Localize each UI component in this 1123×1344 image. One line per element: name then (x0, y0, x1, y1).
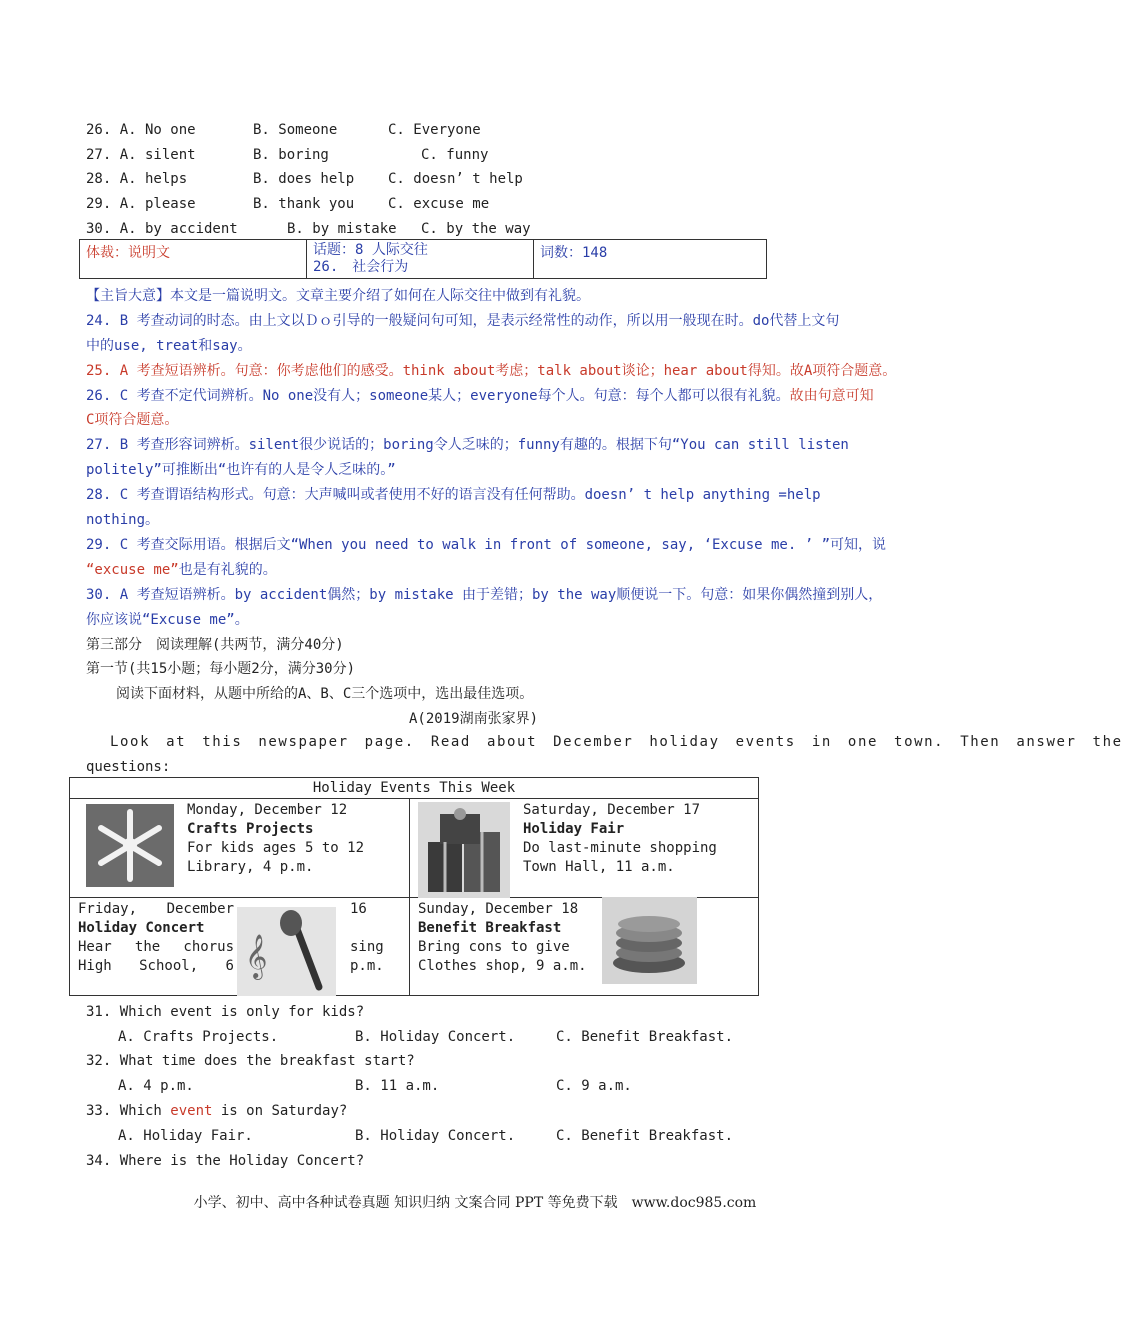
monday-place: Library, 4 p.m. (187, 859, 314, 875)
genre-cell: 体裁：说明文 (80, 240, 307, 278)
passage-a-label: A(2019湖南张家界) (409, 711, 539, 727)
instructions: 阅读下面材料，从题中所给的A、B、C三个选项中，选出最佳选项。 (116, 686, 534, 702)
monday-detail: For kids ages 5 to 12 (187, 840, 365, 856)
analysis-28-line2: nothing。 (86, 512, 160, 528)
snowflake-icon (86, 804, 174, 887)
intro-text: Look at this newspaper page. Read about December holiday events in one town. Then answer the (110, 734, 1123, 750)
gift-boxes-icon (418, 802, 510, 898)
event-monday (187, 801, 364, 877)
analysis-29-line2 (86, 559, 277, 579)
sunday-date: Sunday, December 18 (418, 901, 579, 917)
analysis-29-red: “excuse me” (86, 562, 179, 578)
meta-table (79, 239, 767, 279)
monday-name: Crafts Projects (187, 821, 314, 837)
q33-option-c: C. Benefit Breakfast. (556, 1128, 734, 1144)
sunday-name: Benefit Breakfast (418, 920, 562, 936)
q33-pre: 33. Which (86, 1103, 171, 1119)
analysis-26-line1 (86, 385, 874, 405)
q32-option-c: C. 9 a.m. (556, 1078, 632, 1094)
intro-line1 (86, 734, 1123, 750)
question-34: 34. Where is the Holiday Concert? (86, 1153, 365, 1169)
analysis-24-line1: 24. B 考查动词的时态。由上文以Ｄｏ引导的一般疑问句可知，是表示经常性的动作，所以用一般现在时。do代替上文句 (86, 313, 840, 329)
friday-high: High (78, 958, 112, 974)
analysis-26-blue: 26. C 考查不定代词辨析。No one没有人；someone某人；everyone每个人。句意：每个人都可以很有礼貌。 (86, 388, 790, 404)
event-friday-left (78, 900, 234, 976)
option-28-c: C. doesn’ t help (388, 171, 523, 187)
analysis-28-line1: 28. C 考查谓语结构形式。句意：大声喊叫或者使用不好的语言没有任何帮助。doesn’ t help anything =help (86, 487, 821, 503)
friday-six: 6 (225, 958, 234, 974)
q31-option-a: A. Crafts Projects. (118, 1029, 279, 1045)
microphone-icon (237, 907, 336, 996)
question-31: 31. Which event is only for kids? (86, 1004, 365, 1020)
saturday-name: Holiday Fair (523, 821, 625, 837)
saturday-date: Saturday, December 17 (523, 802, 701, 818)
option-28-b: B. does help (253, 171, 355, 187)
q32-option-a: A. 4 p.m. (118, 1078, 194, 1094)
q33-option-b: B. Holiday Concert. (355, 1128, 516, 1144)
option-29-c: C. excuse me (388, 196, 490, 212)
option-30-b: B. by mistake (287, 221, 397, 237)
page-footer: 小学、初中、高中各种试卷真题 知识归纳 文案合同 PPT 等免费下载 www.doc985.com (193, 1195, 757, 1211)
option-26-a: 26. A. No one (86, 122, 196, 138)
option-30-a: 30. A. by accident (86, 221, 238, 237)
friday-chorus: chorus (183, 939, 234, 955)
analysis-27-line2: politely”可推断出“也许有的人是令人乏味的。” (86, 462, 396, 478)
q33-option-a: A. Holiday Fair. (118, 1128, 253, 1144)
topic-line-2: 26. 社会行为 (313, 259, 409, 275)
option-26-b: B. Someone (253, 122, 338, 138)
option-27-b: B. boring (253, 147, 329, 163)
option-28-a: 28. A. helps (86, 171, 188, 187)
analysis-25: 25. A 考查短语辨析。句意：你考虑他们的感受。think about考虑；talk about谈论；hear about得知。故A项符合题意。 (86, 363, 897, 379)
pancakes-icon (602, 897, 697, 984)
analysis-30-line1: 30. A 考查短语辨析。by accident偶然；by mistake 由于差错；by the way顺便说一下。句意：如果你偶然撞到别人， (86, 587, 883, 603)
event-sunday (418, 900, 587, 976)
sunday-place: Clothes shop, 9 a.m. (418, 958, 587, 974)
friday-sing: sing (350, 939, 384, 955)
main-idea: 【主旨大意】本文是一篇说明文。文章主要介绍了如何在人际交往中做到有礼貌。 (86, 288, 590, 304)
events-table (69, 777, 759, 996)
intro-line2: questions: (86, 759, 171, 775)
topic-line-1: 话题：8 人际交往 (313, 242, 428, 258)
friday-pm: p.m. (350, 958, 384, 974)
saturday-detail: Do last-minute shopping (523, 840, 717, 856)
analysis-30-line2: 你应该说“Excuse me”。 (86, 612, 249, 628)
q31-option-b: B. Holiday Concert. (355, 1029, 516, 1045)
part3-heading: 第三部分 阅读理解(共两节，满分40分) (86, 637, 344, 653)
option-29-b: B. thank you (253, 196, 355, 212)
option-27-c: C. funny (421, 147, 489, 163)
svg-text:𝄞: 𝄞 (245, 934, 268, 978)
q32-option-b: B. 11 a.m. (355, 1078, 440, 1094)
event-saturday (523, 801, 717, 877)
option-30-c: C. by the way (421, 221, 531, 237)
analysis-26-red: 故由句意可知 (789, 388, 874, 404)
friday-month: December (166, 901, 234, 917)
saturday-place: Town Hall, 11 a.m. (523, 859, 675, 875)
question-32: 32. What time does the breakfast start? (86, 1053, 415, 1069)
sunday-detail: Bring cons to give (418, 939, 570, 955)
topic-cell (307, 240, 534, 278)
q33-event-word: event (170, 1103, 213, 1119)
analysis-29-line1: 29. C 考查交际用语。根据后文“When you need to walk in front of someone, say, ‘Excuse me. ’ ”可知，说 (86, 537, 887, 553)
friday-school: School, (139, 958, 199, 974)
events-title: Holiday Events This Week (70, 778, 758, 799)
monday-date: Monday, December 12 (187, 802, 348, 818)
section1-heading: 第一节(共15小题；每小题2分，满分30分) (86, 661, 356, 677)
analysis-24-line2: 中的use, treat和say。 (86, 338, 252, 354)
analysis-27-line1: 27. B 考查形容词辨析。silent很少说话的；boring令人乏味的；funny有趣的。根据下句“You can still listen (86, 437, 849, 453)
friday-hear: Hear (78, 939, 112, 955)
analysis-26-line2: C项符合题意。 (86, 412, 179, 428)
event-friday-right (350, 900, 384, 976)
q33-post: is on Saturday? (212, 1103, 348, 1119)
question-33 (86, 1103, 347, 1119)
friday-day: 16 (350, 901, 367, 917)
word-count-cell: 词数：148 (540, 245, 608, 261)
option-27-a: 27. A. silent (86, 147, 196, 163)
friday-the: the (134, 939, 161, 955)
analysis-29-blue: 也是有礼貌的。 (178, 562, 277, 578)
option-26-c: C. Everyone (388, 122, 481, 138)
friday-word: Friday, (78, 901, 138, 917)
option-29-a: 29. A. please (86, 196, 196, 212)
q31-option-c: C. Benefit Breakfast. (556, 1029, 734, 1045)
friday-name: Holiday Concert (78, 920, 205, 936)
